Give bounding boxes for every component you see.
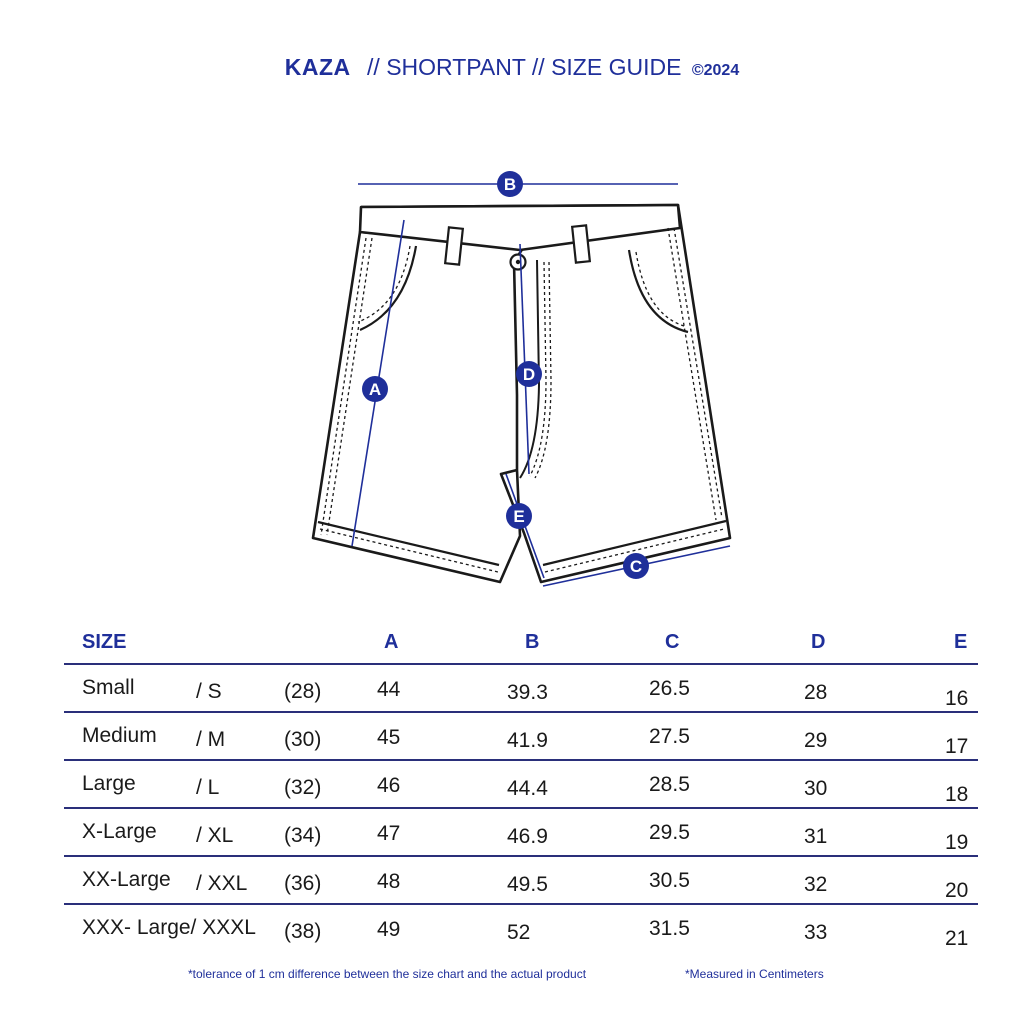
value-e: 16 — [945, 687, 969, 710]
tolerance-note: *tolerance of 1 cm difference between the size chart and the actual product — [188, 967, 587, 981]
value-a: 44 — [377, 678, 401, 701]
size-name: XX-Large — [82, 868, 171, 891]
button-icon — [511, 255, 526, 270]
size-name: Medium — [82, 724, 157, 747]
svg-text:D: D — [522, 365, 536, 384]
size-abbr: / M — [196, 728, 226, 751]
header-d: D — [811, 631, 826, 653]
size-waist: (38) — [284, 920, 322, 943]
value-c: 29.5 — [649, 821, 690, 844]
value-d: 28 — [804, 681, 828, 704]
table-row — [64, 809, 978, 857]
value-c: 31.5 — [649, 917, 690, 940]
value-d: 29 — [804, 729, 828, 752]
value-b: 44.4 — [507, 777, 548, 800]
value-a: 47 — [377, 822, 401, 845]
marker-e-icon — [506, 503, 532, 529]
header-b: B — [525, 631, 540, 653]
value-b: 39.3 — [507, 681, 548, 704]
value-c: 27.5 — [649, 725, 690, 748]
value-b: 52 — [507, 921, 531, 944]
header-c: C — [665, 631, 680, 653]
size-name: Large — [82, 772, 136, 795]
table-row — [64, 857, 978, 905]
header-a: A — [384, 631, 399, 653]
marker-b-icon — [497, 171, 523, 197]
value-d: 33 — [804, 921, 828, 944]
value-a: 48 — [377, 870, 401, 893]
table-row — [64, 713, 978, 761]
product-title: // SHORTPANT // SIZE GUIDE — [367, 54, 682, 80]
size-waist: (36) — [284, 872, 322, 895]
value-c: 28.5 — [649, 773, 690, 796]
header-size: SIZE — [82, 631, 127, 653]
value-b: 41.9 — [507, 729, 548, 752]
marker-a-icon — [362, 376, 388, 402]
svg-text:E: E — [513, 507, 525, 526]
marker-d-icon — [516, 361, 542, 387]
page-title — [0, 54, 1024, 81]
units-note: *Measured in Centimeters — [685, 967, 824, 981]
size-abbr: / S — [196, 680, 222, 703]
value-e: 17 — [945, 735, 969, 758]
value-e: 20 — [945, 879, 969, 902]
svg-text:B: B — [503, 175, 517, 194]
value-b: 46.9 — [507, 825, 548, 848]
shorts-diagram — [0, 150, 1024, 600]
header-e: E — [954, 631, 968, 653]
value-d: 32 — [804, 873, 828, 896]
brand-name: KAZA — [284, 54, 351, 80]
size-waist: (32) — [284, 776, 322, 799]
size-name: Small — [82, 676, 135, 699]
svg-text:A: A — [368, 380, 382, 399]
value-c: 30.5 — [649, 869, 690, 892]
size-name: X-Large — [82, 820, 157, 843]
value-a: 46 — [377, 774, 401, 797]
size-table — [64, 620, 978, 951]
svg-text:C: C — [629, 557, 643, 576]
value-d: 30 — [804, 777, 828, 800]
value-b: 49.5 — [507, 873, 548, 896]
size-abbr: / XXL — [196, 872, 248, 895]
size-name: XXX- Large/ XXXL — [82, 916, 256, 939]
size-waist: (30) — [284, 728, 322, 751]
value-c: 26.5 — [649, 677, 690, 700]
value-e: 19 — [945, 831, 969, 854]
value-a: 45 — [377, 726, 401, 749]
marker-c-icon — [623, 553, 649, 579]
table-row — [64, 665, 978, 713]
size-waist: (28) — [284, 680, 322, 703]
table-row — [64, 905, 978, 951]
size-abbr: / XL — [196, 824, 234, 847]
size-waist: (34) — [284, 824, 322, 847]
value-a: 49 — [377, 918, 401, 941]
value-e: 18 — [945, 783, 969, 806]
size-table-header — [64, 620, 978, 665]
size-abbr: / L — [196, 776, 220, 799]
value-d: 31 — [804, 825, 828, 848]
value-e: 21 — [945, 927, 969, 950]
copyright-label: ©2024 — [691, 62, 740, 79]
table-row — [64, 761, 978, 809]
